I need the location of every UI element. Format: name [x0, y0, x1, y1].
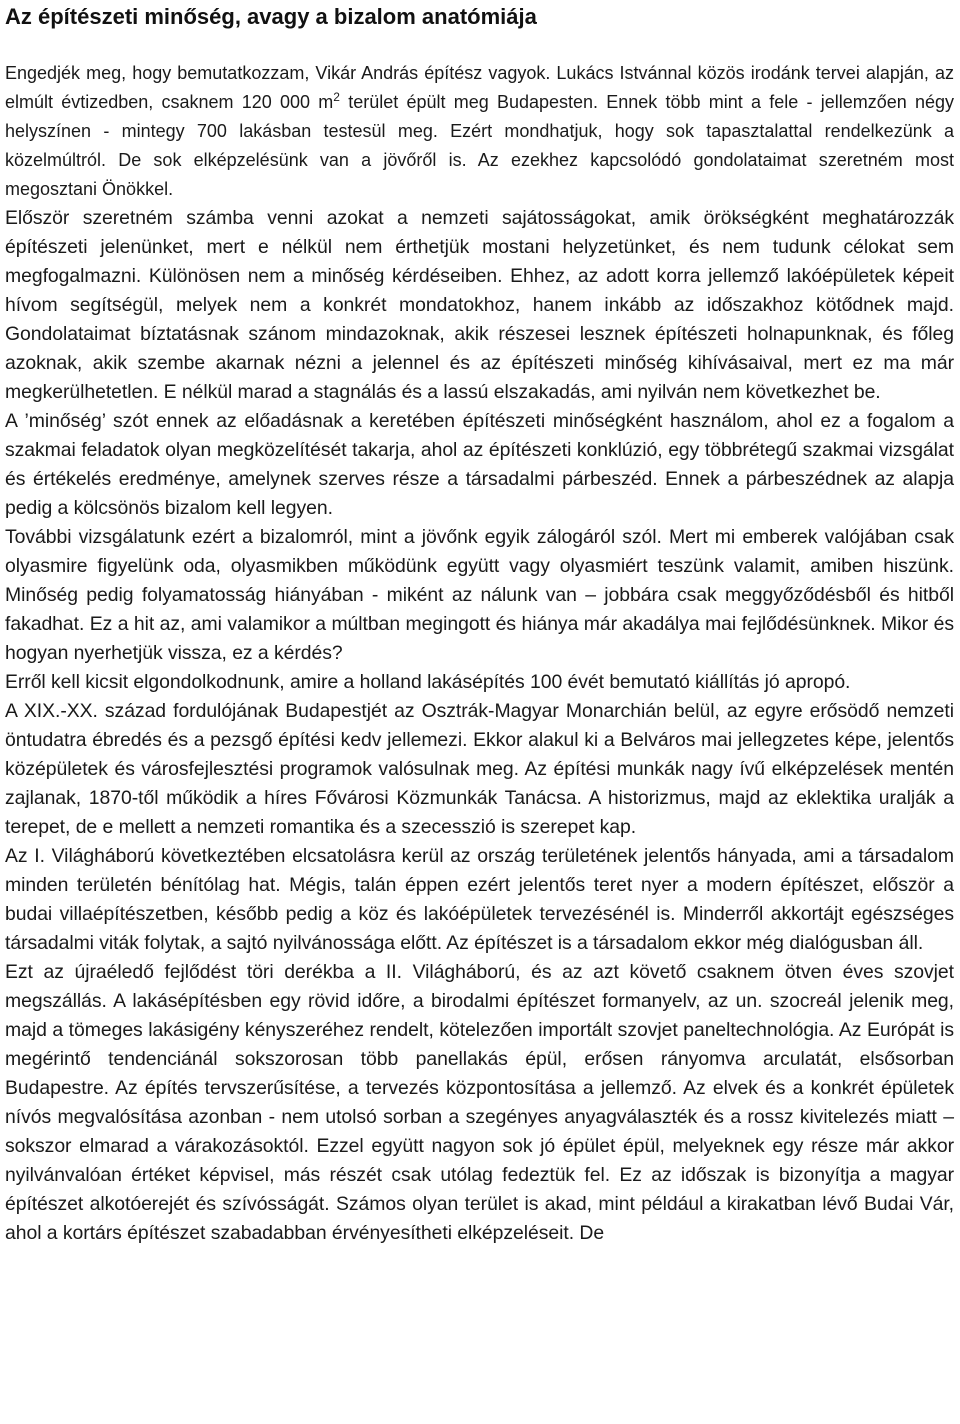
document-title: Az építészeti minőség, avagy a bizalom anatómiája: [5, 4, 537, 29]
paragraph-trust: További vizsgálatunk ezért a bizalomról, mint a jövőnk egyik zálogáról szól. Mert mi emberek valójában csak olyasmire figyelünk oda, olyasmikben működünk együtt vagy olyasmiért teszünk valamit, amiben hiszünk. Minőség pedig folyamatosság hiányában - miként az nálunk van – jobbára csak meggyőződésből és hitből fakadhat. Ez a hit az, ami valamikor a múltban megingott és hiánya már akadálya mai fejlődésünknek. Mikor és hogyan nyerhetjük vissza, ez a kérdés?: [5, 526, 954, 664]
intro-paragraph: [5, 59, 954, 204]
square-meter-superscript: 2: [333, 90, 340, 104]
paragraph-exhibition: Erről kell kicsit elgondolkodnunk, amire a holland lakásépítés 100 évét bemutató kiállítás jó apropó.: [5, 671, 851, 693]
paragraph-quality-definition: A ’minőség’ szót ennek az előadásnak a keretében építészeti minőségként használom, ahol ez a fogalom a szakmai feladatok olyan megközelítését takarja, ahol az építészeti konklúzió, egy többrétegű szakmai vizsgálat és értékelés eredménye, amelynek szerves része a társadalmi párbeszéd. Ennek a párbeszédnek az alapja pedig a kölcsönös bizalom kell legyen.: [5, 410, 954, 519]
paragraph-world-war-two: Ezt az újraéledő fejlődést töri derékba a II. Világháború, és az azt követő csaknem ötven éves szovjet megszállás. A lakásépítésben egy rövid időre, a birodalmi építészet formanyelv, az un. szocreál jelenik meg, majd a tömeges lakásigény kényszeréhez rendelt, kötelezően importált szovjet paneltechnológia. Az Európát is megérintő tendenciánál sokszorosan több panellakás épül, erősen rányomva arculatát, elsősorban Budapestre. Az építés tervszerűsítése, a tervezés központosítása a jellemző. Az elvek és a konkrét épületek nívós megvalósítása azonban - nem utolsó sorban a szegényes anyagválaszték és a rossz kivitelezés miatt – sokszor elmarad a várakozásoktól. Ezzel együtt nagyon sok jó épület épül, melyeknek egy része már akkor nyilvánvalóan értéket képvisel, más részét csak utólag fedeztük fel. Ez az időszak is bizonyítja a magyar építészet alkotóerejét és szívósságát. Számos olyan terület is akad, mint például a kirakatban lévő Budai Vár, ahol a kortárs építészet szabadabban érvényesítheti elképzeléseit. De: [5, 961, 954, 1244]
intro-text-end: terület épült meg Budapesten. Ennek több mint a fele - jellemzően négy helyszínen - mintegy 700 lakásban testesül meg. Ezért mondhatjuk, hogy sok tapasztalattal rendelkezünk a közelmúltról. De sok elképzelésünk van a jövőről is. Az ezekhez kapcsolódó gondolataimat szeretném most megosztani Önökkel.: [5, 92, 955, 199]
paragraph-turn-of-century: A XIX.-XX. század fordulójának Budapestjét az Osztrák-Magyar Monarchián belül, az egyre erősödő nemzeti öntudatra ébredés és a pezsgő építési kedv jellemezi. Ekkor alakul ki a Belváros mai jellegzetes képe, jelentős középületek és városfejlesztési programok valósulnak meg. Az építési munkák nagy ívű elképzelések mentén zajlanak, 1870-től működik a híres Fővárosi Közmunkák Tanácsa. A historizmus, majd az eklektika uralják a terepet, de e mellett a nemzeti romantika és a szecesszió is szerepet kap.: [5, 700, 954, 838]
intro-text-start: Engedjék meg, hogy bemutatkozzam, Vikár András építész vagyok. Lukács Istvánnal közös irodánk tervei alapján, az elmúlt évtizedben, csaknem 120 000 m: [5, 63, 954, 112]
paragraph-world-war-one: Az I. Világháború következtében elcsatolásra kerül az ország területének jelentős hányada, ami a társadalom minden területén bénítólag hat. Mégis, talán éppen ezért jelentős teret nyer a modern építészet, először a budai villaépítészetben, később pedig a köz és lakóépületek tervezésénél is. Minderről akkortájt egészséges társadalmi viták folytak, a sajtó nyilvánossága előtt. Az építészet is a társadalom ekkor még dialógusban áll.: [5, 845, 954, 954]
paragraph-heritage: Először szeretném számba venni azokat a nemzeti sajátosságokat, amik örökségként meghatározzák építészeti jelenünket, mert e nélkül nem érthetjük mostani helyzetünket, és nem tudunk célokat sem megfogalmazni. Különösen nem a minőség kérdéseiben. Ehhez, az adott korra jellemző lakóépületek képeit hívom segítségül, melyek nem a konkrét mondatokhoz, hanem inkább az időszakhoz kötődnek majd. Gondolataimat bíztatásnak szánom mindazoknak, akik részesei lesznek építészeti holnapunknak, és főleg azoknak, akik szembe akarnak nézni a jelennel és az építészeti minőség kihívásaival, mert ez ma már megkerülhetetlen. E nélkül marad a stagnálás és a lassú elszakadás, ami nyilván nem következhet be.: [5, 207, 954, 403]
document-body: [5, 59, 954, 1248]
